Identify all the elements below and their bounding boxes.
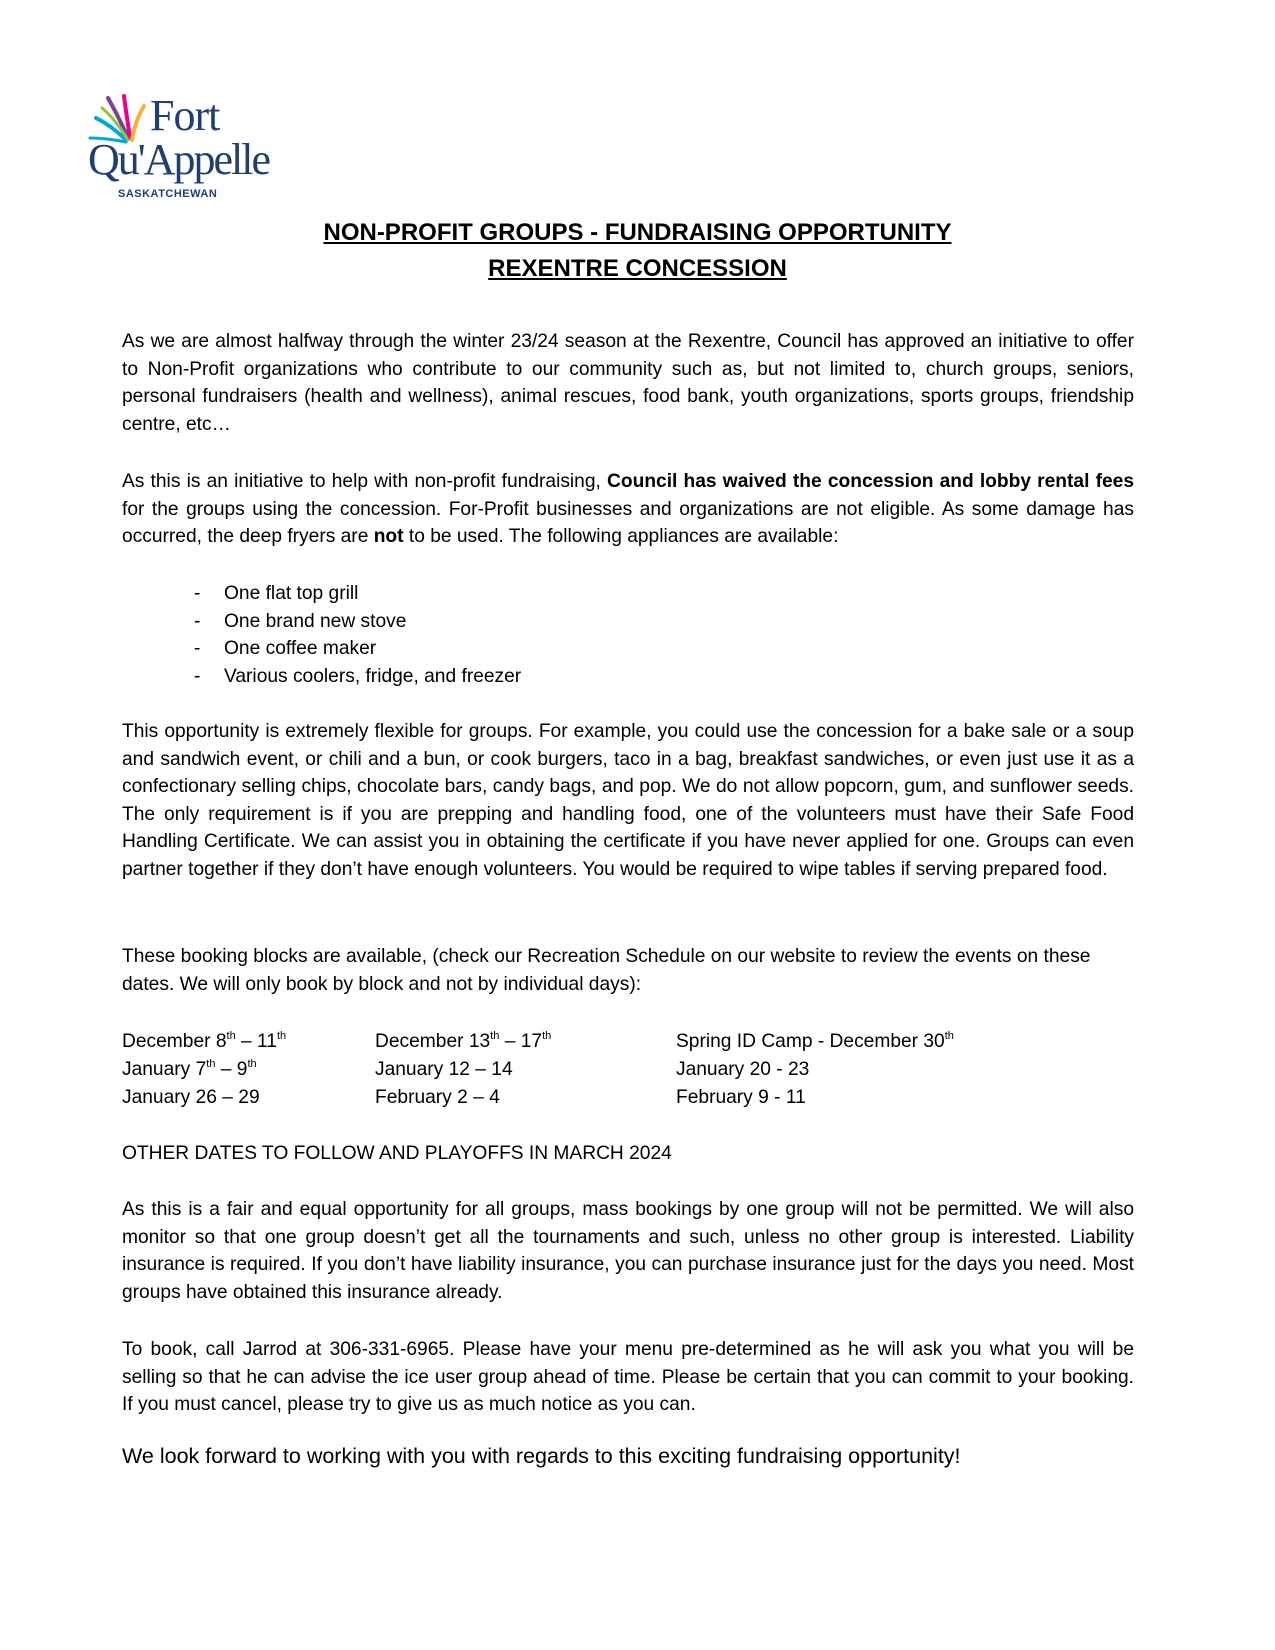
date-block: December 8th – 11th bbox=[122, 1030, 287, 1052]
other-dates-note: OTHER DATES TO FOLLOW AND PLAYOFFS IN MARCH 2024 bbox=[122, 1143, 672, 1164]
page-subtitle: REXENTRE CONCESSION bbox=[488, 255, 787, 282]
logo-text-fort: Fort bbox=[150, 91, 220, 140]
page-title: NON-PROFIT GROUPS - FUNDRAISING OPPORTUNITY bbox=[323, 219, 952, 246]
fort-quappelle-logo bbox=[88, 91, 269, 206]
date-block: January 20 - 23 bbox=[676, 1059, 810, 1080]
list-item: - One flat top grill bbox=[194, 580, 521, 608]
date-block: Spring ID Camp - December 30th bbox=[676, 1030, 954, 1052]
date-block: December 13th – 17th bbox=[375, 1030, 552, 1052]
booking-blocks-paragraph: These booking blocks are available, (check our Recreation Schedule on our website to review the events on these dates. We will only book by block and not by individual days): bbox=[122, 946, 1091, 995]
list-item: - One coffee maker bbox=[194, 635, 521, 663]
fees-paragraph: As this is an initiative to help with non-profit fundraising, Council has waived the concession and lobby rental fees for the groups using the concession. For-Profit businesses and organizations are not eligible. As some damage has occurred, the deep fryers are not to be used. The following appliances are available: bbox=[122, 471, 1134, 548]
date-block: February 9 - 11 bbox=[676, 1087, 806, 1108]
date-block: January 26 – 29 bbox=[122, 1087, 260, 1108]
not-highlight: not bbox=[373, 526, 404, 548]
closing-line: We look forward to working with you with regards to this exciting fundraising opportunity! bbox=[122, 1444, 961, 1468]
date-block: January 7th – 9th bbox=[122, 1058, 257, 1080]
fee-waiver-highlight: Council has waived the concession and lobby rental fees bbox=[607, 471, 1134, 492]
date-block: January 12 – 14 bbox=[375, 1059, 513, 1080]
booking-contact-paragraph: To book, call Jarrod at 306-331-6965. Please have your menu pre-determined as he will ask you what you will be selling so that he can advise the ice user group ahead of time. Please be certain that you can commit to your booking. If you must cancel, please try to give us as much notice as you can. bbox=[122, 1339, 1134, 1416]
intro-paragraph: As we are almost halfway through the winter 23/24 season at the Rexentre, Council has approved an initiative to offer to Non-Profit organizations who contribute to our community such as, but not limited to, church groups, seniors, personal fundraisers (health and wellness), animal rescues, food bank, youth organizations, sports groups, friendship centre, etc… bbox=[122, 331, 1134, 435]
list-item: - Various coolers, fridge, and freezer bbox=[194, 663, 521, 691]
logo-text-quappelle: Qu'Appelle bbox=[88, 135, 269, 184]
flexibility-paragraph: This opportunity is extremely flexible for groups. For example, you could use the concession for a bake sale or a soup and sandwich event, or chili and a bun, or cook burgers, taco in a bag, breakfast sandwiches, or even just use it as a confectionary selling chips, chocolate bars, candy bags, and pop. We do not allow popcorn, gum, and sunflower seeds. The only requirement is if you are prepping and handling food, one of the volunteers must have their Safe Food Handling Certificate. We can assist you in obtaining the certificate if you have never applied for one. Groups can even partner together if they don’t have enough volunteers. You would be required to wipe tables if serving prepared food. bbox=[122, 721, 1134, 880]
fairness-paragraph: As this is a fair and equal opportunity for all groups, mass bookings by one group will not be permitted. We will also monitor so that one group doesn’t get all the tournaments and such, unless no other group is interested. Liability insurance is required. If you don’t have liability insurance, you can purchase insurance just for the days you need. Most groups have obtained this insurance already. bbox=[122, 1199, 1134, 1303]
list-item: - One brand new stove bbox=[194, 608, 521, 636]
logo-text-province: SASKATCHEWAN bbox=[118, 188, 218, 200]
appliance-list bbox=[194, 580, 521, 690]
date-block: February 2 – 4 bbox=[375, 1087, 500, 1108]
